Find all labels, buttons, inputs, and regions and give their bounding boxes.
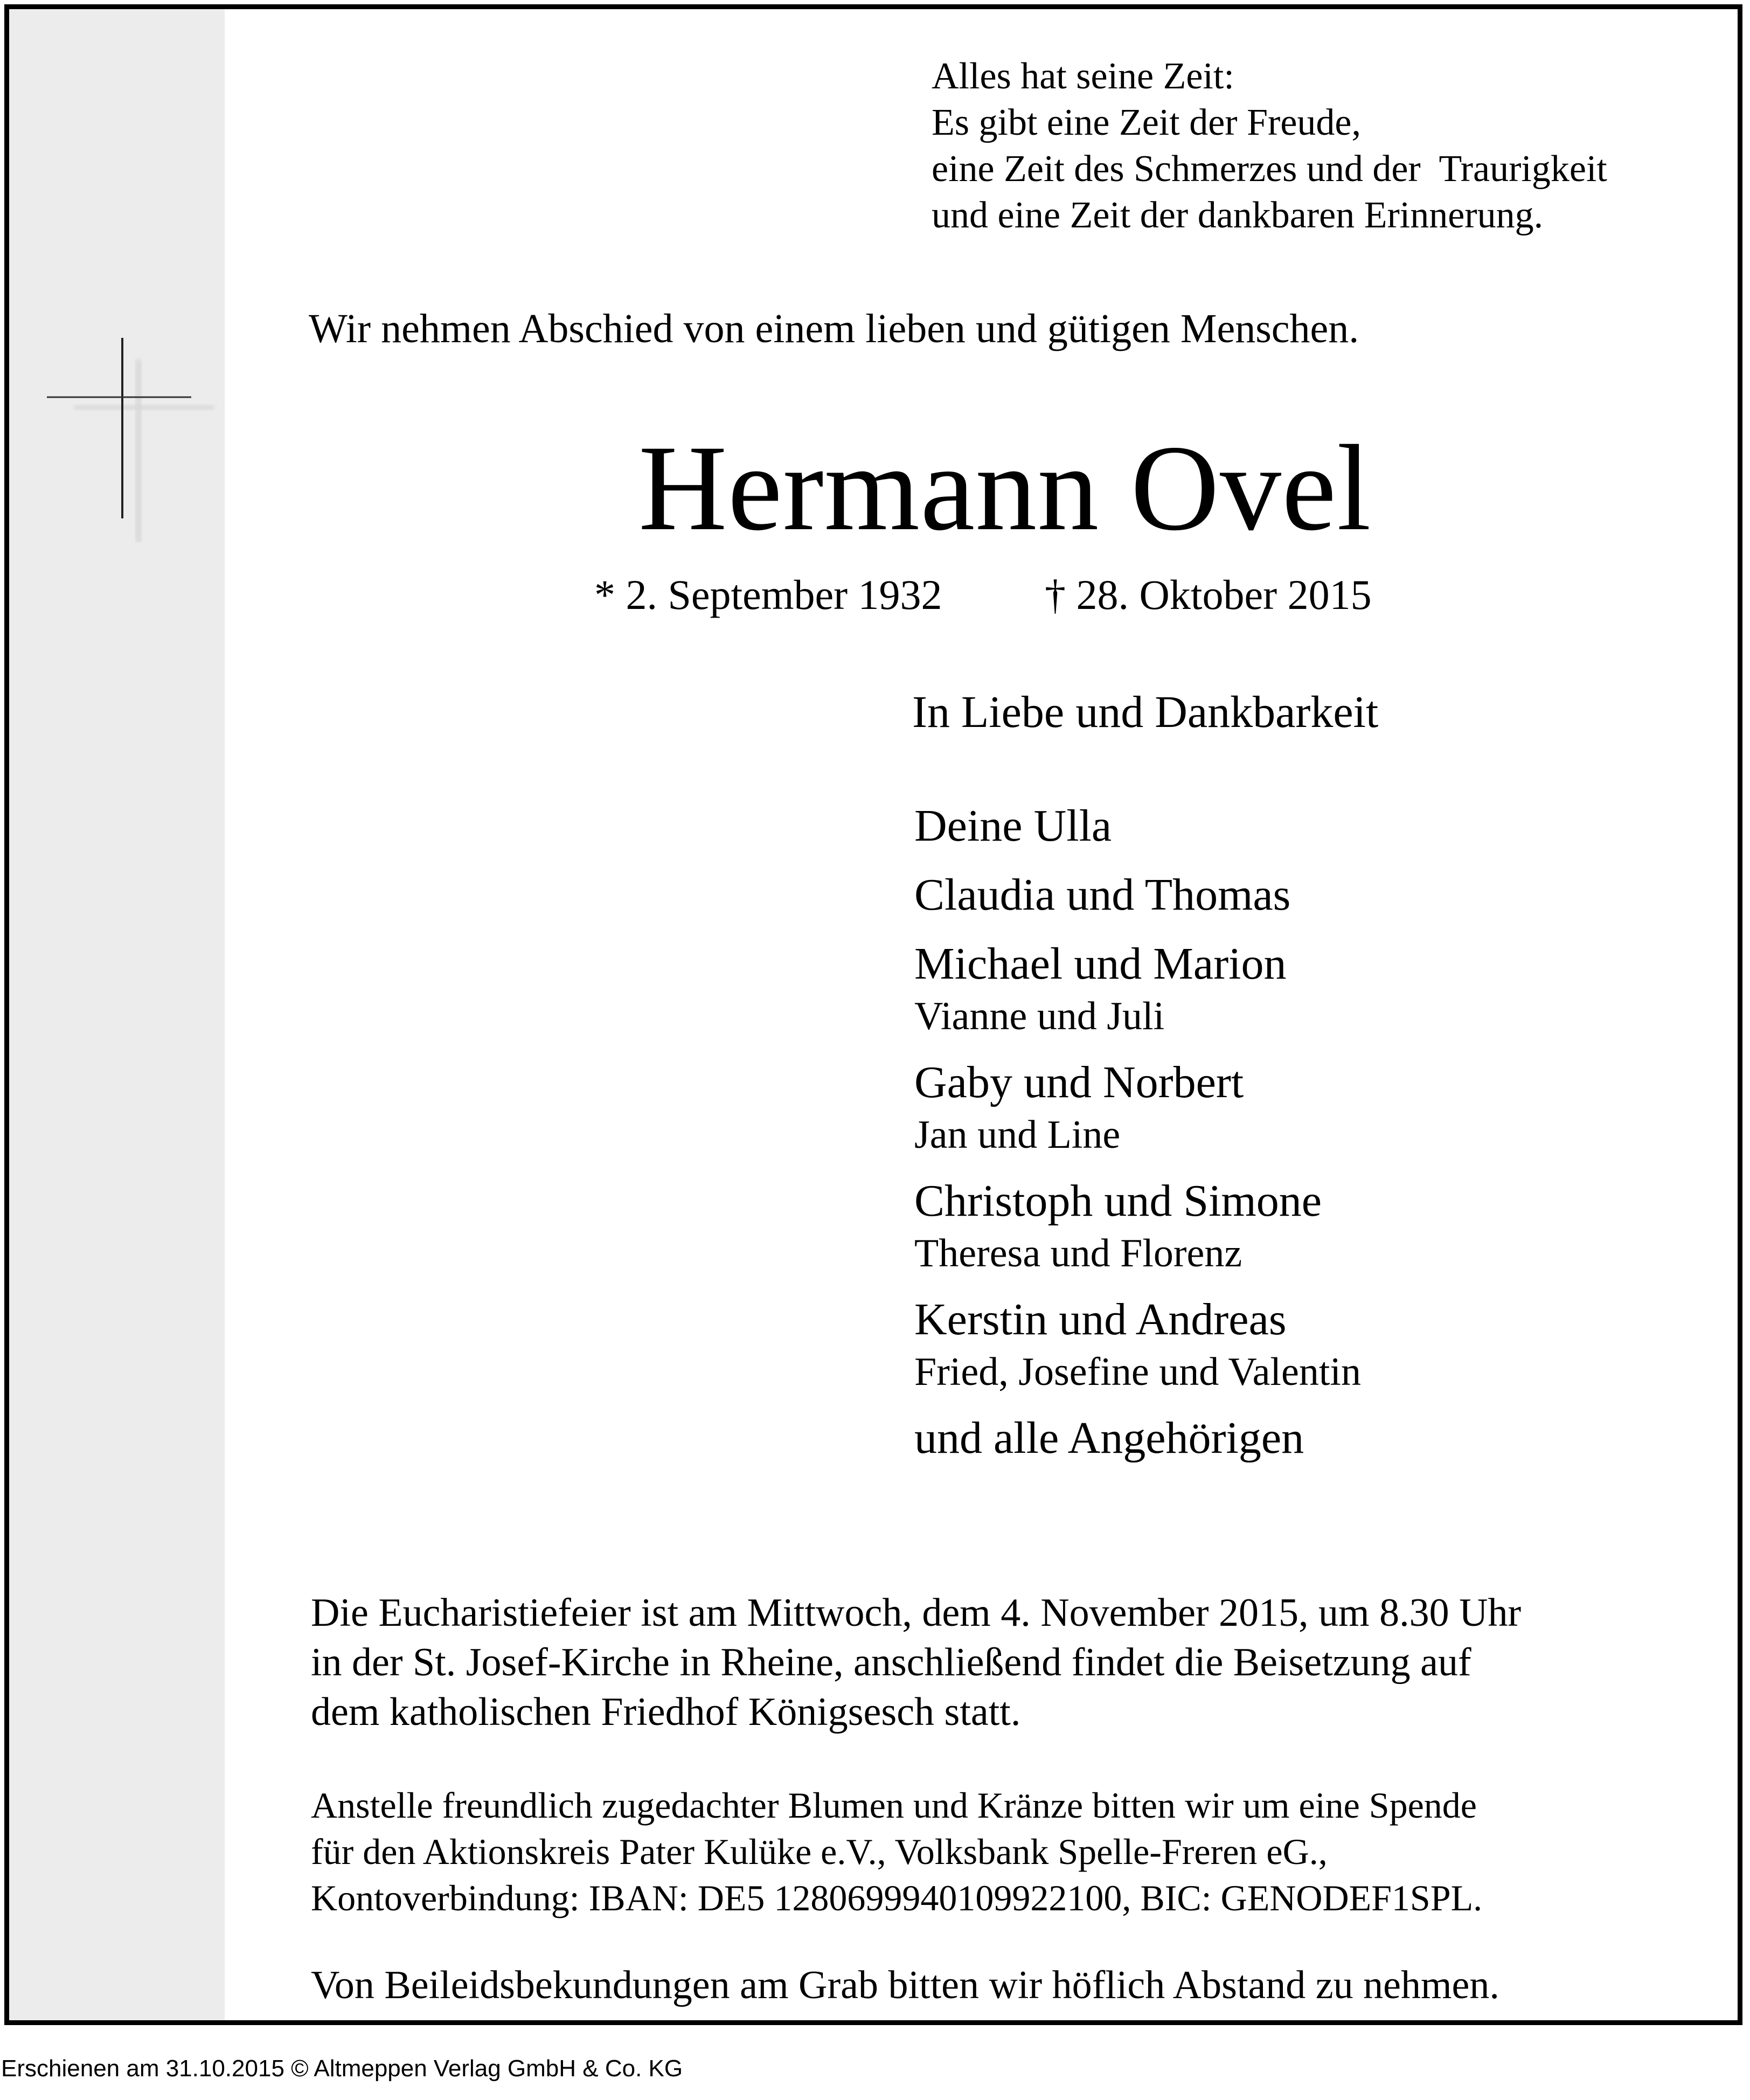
deceased-name: Hermann Ovel [638,420,1372,556]
family-main: Claudia und Thomas [914,870,1291,920]
motto-line: Es gibt eine Zeit der Freude, [932,102,1361,143]
family-main: und alle Angehörigen [914,1413,1304,1463]
family-group [914,803,1361,849]
family-main: Kerstin und Andreas [914,1294,1287,1344]
service-line: dem katholischen Friedhof Königsesch statt. [311,1690,1021,1734]
service-info [311,1588,1521,1737]
love-line: In Liebe und Dankbarkeit [912,687,1379,737]
donation-info [311,1782,1482,1921]
family-main: Gaby und Norbert [914,1057,1244,1107]
farewell-intro: Wir nehmen Abschied von einem lieben und gütigen Menschen. [309,306,1359,351]
family-list [914,803,1361,1485]
donation-line: für den Aktionskreis Pater Kulüke e.V., Volksbank Spelle-Freren eG., [311,1831,1328,1872]
motto-line: eine Zeit des Schmerzes und der Traurigkeit [932,148,1607,190]
obituary-notice [4,4,1742,2025]
publication-footer: Erschienen am 31.10.2015 © Altmeppen Verlag GmbH & Co. KG [1,2055,683,2082]
family-sub: Theresa und Florenz [914,1231,1242,1276]
family-group [914,1176,1361,1276]
family-sub: Fried, Josefine und Valentin [914,1350,1361,1394]
donation-line: Kontoverbindung: IBAN: DE5 1280699940109922100, BIC: GENODEF1SPL. [311,1877,1483,1918]
service-line: Die Eucharistiefeier ist am Mittwoch, dem 4. November 2015, um 8.30 Uhr [311,1591,1522,1635]
motto-verse [932,53,1607,239]
donation-line: Anstelle freundlich zugedachter Blumen und Kränze bitten wir um eine Spende [311,1785,1477,1826]
family-main: Deine Ulla [914,801,1112,851]
cross-icon [41,327,219,543]
family-group [914,872,1361,918]
birth-date: * 2. September 1932 [594,571,942,618]
motto-line: und eine Zeit der dankbaren Erinnerung. [932,195,1544,236]
left-decorative-band [9,9,225,2020]
closing-note: Von Beileidsbekundungen am Grab bitten wir höflich Abstand zu nehmen. [311,1963,1499,2007]
family-group [914,1057,1361,1157]
family-main: Michael und Marion [914,939,1287,989]
family-sub: Jan und Line [914,1113,1121,1157]
death-date: † 28. Oktober 2015 [1045,571,1372,618]
motto-line: Alles hat seine Zeit: [932,56,1234,97]
family-sub: Vianne und Juli [914,994,1165,1038]
service-line: in der St. Josef-Kirche in Rheine, anschließend findet die Beisetzung auf [311,1640,1471,1685]
family-group [914,941,1361,1036]
family-group [914,1413,1361,1463]
family-main: Christoph und Simone [914,1176,1322,1226]
family-group [914,1294,1361,1394]
